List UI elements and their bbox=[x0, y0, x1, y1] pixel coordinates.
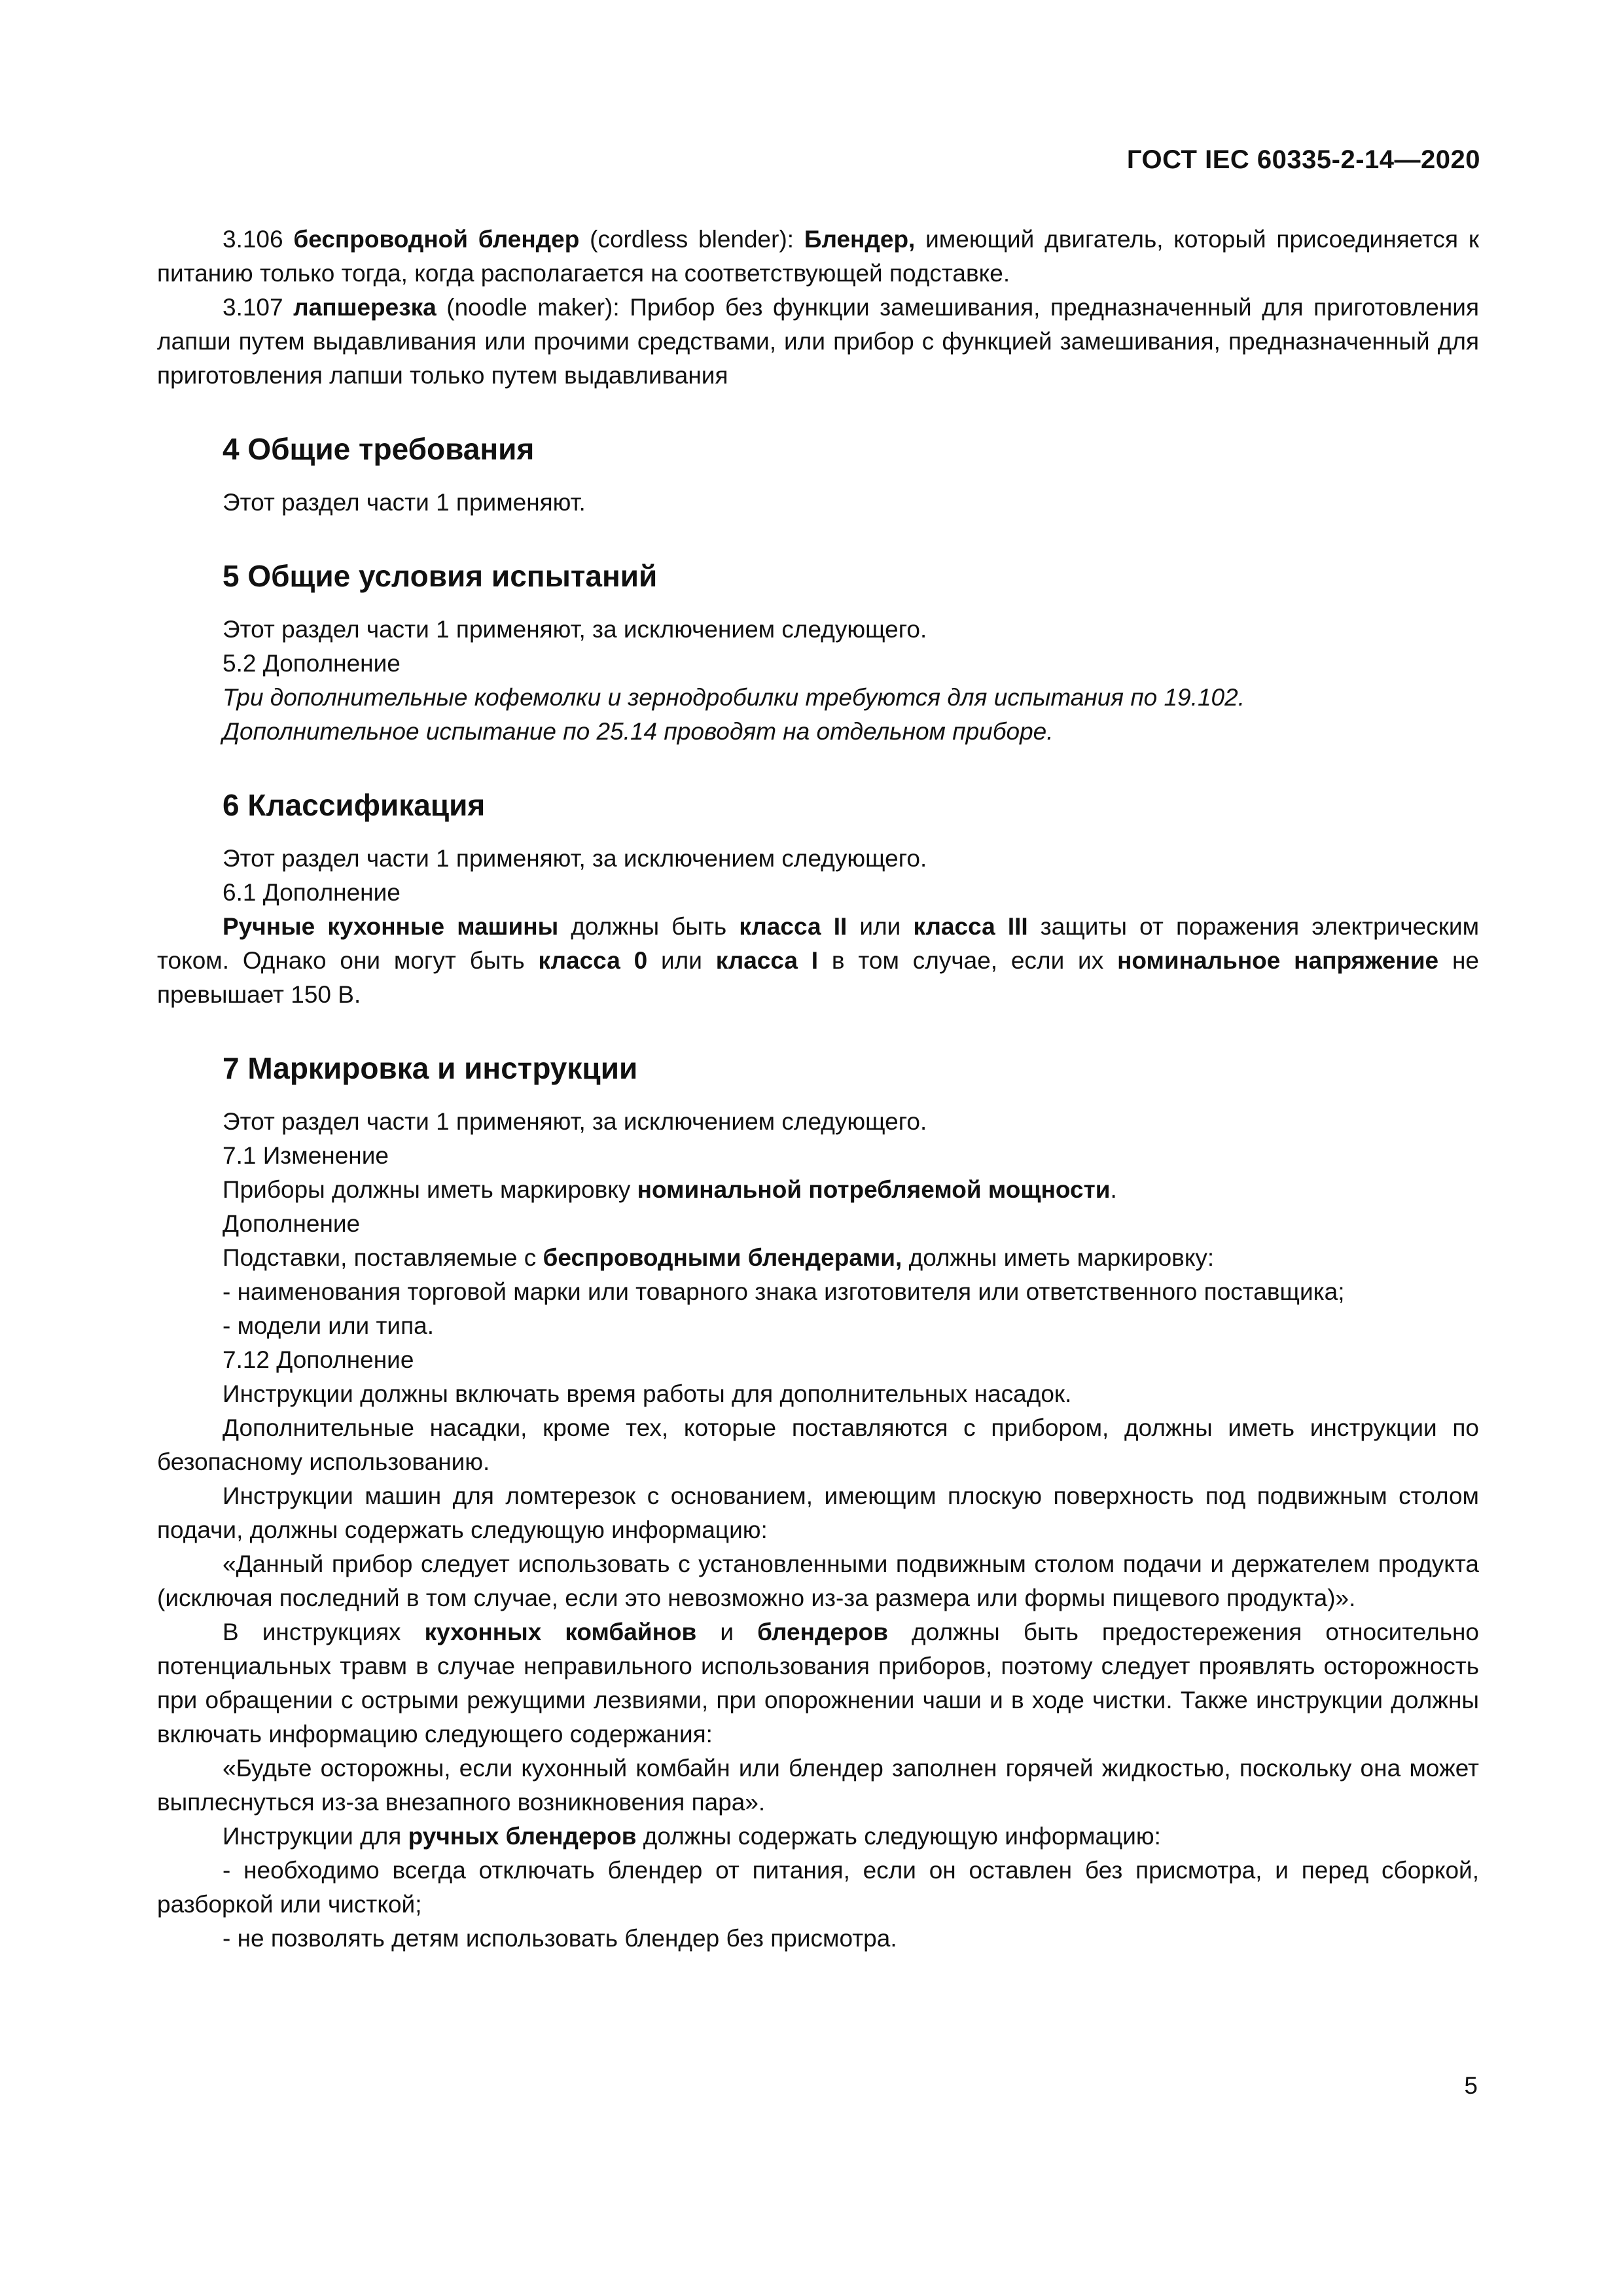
clause-7-12-text-2: Дополнительные насадки, кроме тех, которые поставляются с прибором, должны иметь инструкции по безопасному использованию. bbox=[157, 1414, 1479, 1475]
quote-hot-liquid: «Будьте осторожны, если кухонный комбайн или блендер заполнен горячей жидкостью, поскольку она может выплеснуться из-за внезапного возникновения пара». bbox=[157, 1755, 1479, 1816]
section-4-text: Этот раздел части 1 применяют. bbox=[223, 489, 586, 516]
text-run: или bbox=[647, 947, 716, 974]
list-item-unplug: - необходимо всегда отключать блендер от питания, если он оставлен без присмотра, и перед сборкой, разборкой или чисткой; bbox=[157, 1857, 1479, 1918]
clause-number: 3.107 bbox=[223, 294, 283, 321]
stands-text bbox=[157, 1241, 1479, 1275]
text-run: в том случае, если их bbox=[818, 947, 1118, 974]
text-run: должны быть bbox=[558, 913, 740, 940]
bold-term: блендеров bbox=[757, 1619, 888, 1645]
text-run: должны иметь маркировку: bbox=[902, 1244, 1215, 1271]
bold-term: класса I bbox=[715, 947, 819, 974]
section-6-text: Этот раздел части 1 применяют, за исключением следующего. bbox=[223, 845, 927, 872]
clause-7-1: 7.1 Изменение bbox=[223, 1142, 389, 1169]
section-6-heading: 6 Классификация bbox=[223, 788, 486, 822]
definition-text: (noodle maker): Прибор без функции замешивания, предназначенный для приготовления лапши путем выдавливания или прочими средствами, или прибор с функцией замешивания, предназначенный для приготовления лапши только путем выдавливания bbox=[157, 294, 1480, 389]
section-5-heading: 5 Общие условия испытаний bbox=[223, 559, 658, 593]
document-body bbox=[157, 223, 1479, 1956]
list-item-model: - модели или типа. bbox=[223, 1312, 434, 1339]
clause-7-12-text-1: Инструкции должны включать время работы для дополнительных насадок. bbox=[223, 1380, 1072, 1407]
section-7-heading: 7 Маркировка и инструкции bbox=[223, 1051, 638, 1085]
definition-text: имеющий двигатель, который присоединяется к питанию только тогда, когда располагается на соответствующей подставке. bbox=[157, 226, 1480, 287]
text-run: . bbox=[1110, 1176, 1117, 1203]
clause-7-12: 7.12 Дополнение bbox=[223, 1346, 414, 1373]
bold-term: класса III bbox=[913, 913, 1028, 940]
quote-slicer: «Данный прибор следует использовать с установленными подвижным столом подачи и держателем продукта (исключая последний в том случае, если это невозможно из-за размера или формы пищевого продукта)». bbox=[157, 1551, 1479, 1611]
section-7-text: Этот раздел части 1 применяют, за исключением следующего. bbox=[223, 1108, 927, 1135]
page-number: 5 bbox=[1464, 2072, 1478, 2099]
text-run: Подставки, поставляемые с bbox=[223, 1244, 543, 1271]
text-run: Инструкции для bbox=[223, 1823, 408, 1850]
clause-7-12-text-5 bbox=[157, 1820, 1479, 1854]
section-5-text: Этот раздел части 1 применяют, за исключением следующего. bbox=[223, 616, 927, 643]
section-4-heading: 4 Общие требования bbox=[223, 432, 535, 466]
text-run: должны содержать следующую информацию: bbox=[636, 1823, 1161, 1850]
clause-7-1-text bbox=[157, 1173, 1479, 1207]
bold-term: ручных блендеров bbox=[408, 1823, 637, 1850]
bold-term: беспроводными блендерами, bbox=[543, 1244, 902, 1271]
bold-term: номинальной потребляемой мощности bbox=[637, 1176, 1111, 1203]
text-run: защиты от поражения электрическим током. Однако они могут быть bbox=[157, 913, 1480, 974]
definition-3-106 bbox=[157, 223, 1479, 291]
bold-term: класса 0 bbox=[538, 947, 648, 974]
list-item-children: - не позволять детям использовать блендер без присмотра. bbox=[223, 1925, 897, 1952]
term: беспроводной блендер bbox=[293, 226, 580, 253]
definition-3-107 bbox=[157, 291, 1479, 393]
clause-5-2-text-1: Три дополнительные кофемолки и зернодробилки требуются для испытания по 19.102. bbox=[223, 684, 1245, 711]
text-run: должны быть предостережения относительно потенциальных травм в случае неправильного использования приборов, поэтому следует проявлять осторожность при обращении с острыми режущими лезвиями, при опорожнении чаши и в ходе чистки. Также инструкции должны включать информацию следующего содержания: bbox=[157, 1619, 1480, 1748]
clause-7-12-text-4 bbox=[157, 1615, 1479, 1751]
term-ref: Блендер, bbox=[804, 226, 916, 253]
clause-7-12-text-3: Инструкции машин для ломтерезок с основанием, имеющим плоскую поверхность под подвижным столом подачи, должны содержать следующую информацию: bbox=[157, 1482, 1479, 1543]
term-english: (cordless blender): bbox=[590, 226, 794, 253]
document-code: ГОСТ IEC 60335-2-14—2020 bbox=[1126, 145, 1480, 174]
bold-term: Ручные кухонные машины bbox=[223, 913, 559, 940]
text-run: В инструкциях bbox=[223, 1619, 425, 1645]
text-run: или bbox=[847, 913, 914, 940]
addition-label: Дополнение bbox=[223, 1210, 361, 1237]
clause-number: 3.106 bbox=[223, 226, 283, 253]
bold-term: номинальное напряжение bbox=[1117, 947, 1439, 974]
bold-term: кухонных комбайнов bbox=[424, 1619, 697, 1645]
list-item-brand: - наименования торговой марки или товарного знака изготовителя или ответственного поставщика; bbox=[223, 1278, 1345, 1305]
text-run: и bbox=[696, 1619, 758, 1645]
text-run: не превышает 150 В. bbox=[157, 947, 1479, 1008]
term: лапшерезка bbox=[293, 294, 437, 321]
clause-6-1-text bbox=[157, 910, 1479, 1012]
clause-6-1: 6.1 Дополнение bbox=[223, 879, 401, 906]
text-run: Приборы должны иметь маркировку bbox=[223, 1176, 637, 1203]
bold-term: класса II bbox=[739, 913, 847, 940]
clause-5-2-text-2: Дополнительное испытание по 25.14 проводят на отдельном приборе. bbox=[223, 718, 1054, 745]
clause-5-2: 5.2 Дополнение bbox=[223, 650, 401, 677]
